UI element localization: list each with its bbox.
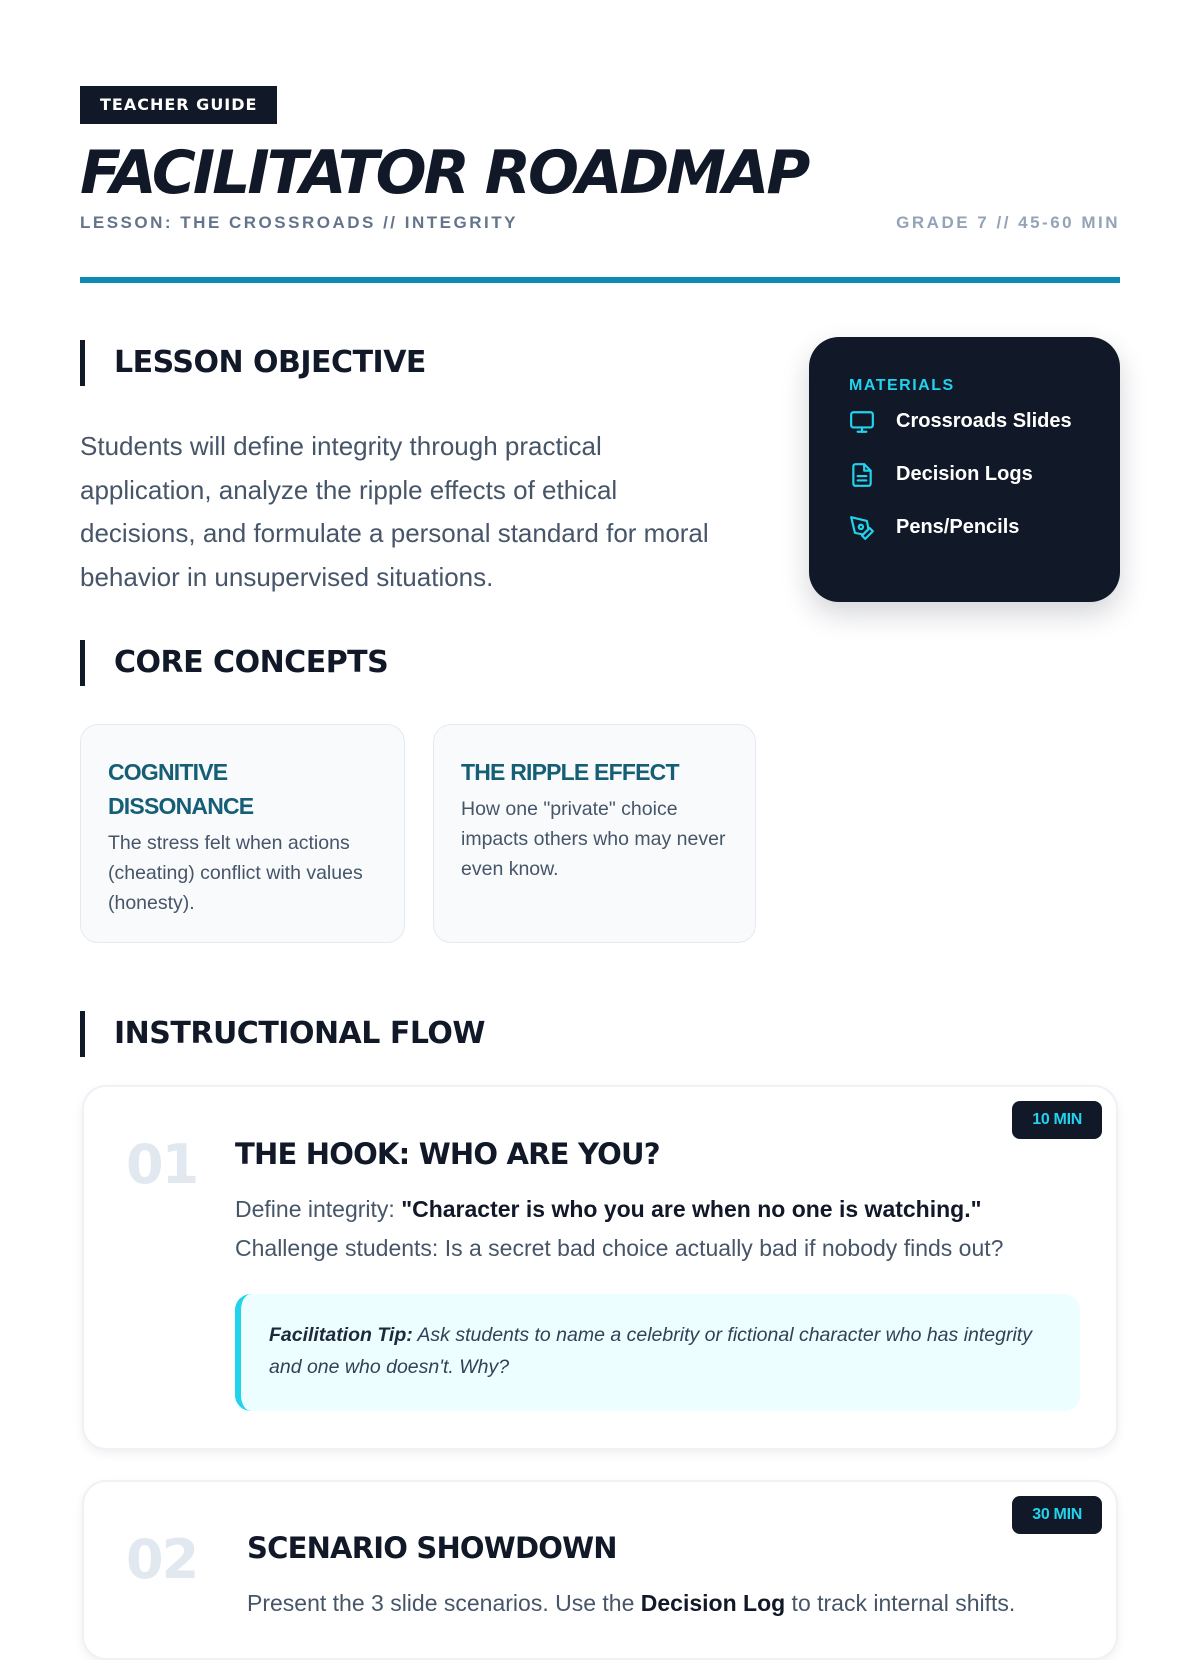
integrity-quote: "Character is who you are when no one is watching."	[401, 1196, 982, 1222]
step-challenge-text: Challenge students: Is a secret bad choice actually bad if nobody finds out?	[235, 1234, 1004, 1261]
teacher-guide-page	[80, 0, 1120, 1616]
header-divider	[80, 277, 1120, 283]
step-number: 02	[126, 1528, 198, 1591]
facilitation-tip	[235, 1294, 1080, 1411]
flow-step-card	[82, 1085, 1118, 1450]
materials-card	[809, 337, 1120, 602]
step-text-prefix: Define integrity:	[235, 1196, 402, 1222]
tip-text: Ask students to name a celebrity or fictional character who has integrity and one who doesn't. Why?	[269, 1324, 1032, 1378]
concept-body: How one "private" choice impacts others who may never even know.	[461, 798, 726, 880]
time-badge: 30 MIN	[1012, 1496, 1102, 1534]
monitor-icon	[849, 409, 875, 435]
materials-title: MATERIALS	[849, 377, 955, 394]
step-text-suffix: to track internal shifts.	[785, 1590, 1016, 1616]
material-label: Decision Logs	[896, 463, 1033, 485]
concept-title: THE RIPPLE EFFECT	[461, 759, 679, 785]
concept-body: The stress felt when actions (cheating) conflict with values (honesty).	[108, 832, 363, 914]
flow-step-card	[82, 1480, 1118, 1660]
instructional-flow-heading: INSTRUCTIONAL FLOW	[80, 1011, 485, 1057]
material-item	[849, 448, 1120, 501]
core-concepts-heading: CORE CONCEPTS	[80, 640, 388, 686]
step-title: SCENARIO SHOWDOWN	[247, 1531, 617, 1565]
step-description	[235, 1190, 1003, 1267]
step-text-prefix: Present the 3 slide scenarios. Use the	[247, 1590, 641, 1616]
step-title: THE HOOK: WHO ARE YOU?	[235, 1137, 660, 1171]
material-item	[849, 395, 1120, 448]
teacher-guide-badge: TEACHER GUIDE	[80, 86, 277, 124]
page-title: FACILITATOR ROADMAP	[80, 138, 808, 208]
decision-log-term: Decision Log	[640, 1590, 786, 1616]
time-badge: 10 MIN	[1012, 1101, 1102, 1139]
grade-duration: GRADE 7 // 45-60 MIN	[896, 213, 1120, 232]
lesson-objective-heading: LESSON OBJECTIVE	[80, 340, 426, 386]
step-description	[247, 1584, 1015, 1623]
concept-card-ripple-effect	[433, 724, 756, 943]
lesson-subtitle: LESSON: THE CROSSROADS // INTEGRITY	[80, 213, 518, 232]
material-label: Crossroads Slides	[896, 410, 1072, 432]
concept-card-cognitive-dissonance	[80, 724, 405, 943]
document-icon	[849, 462, 875, 488]
step-number: 01	[126, 1133, 198, 1196]
lesson-objective-text: Students will define integrity through practical application, analyze the ripple effects of ethical decisions, and formulate a personal standard for moral behavior in unsupervised situations.	[80, 431, 709, 592]
tip-label: Facilitation Tip:	[269, 1324, 413, 1346]
concept-title: COGNITIVE DISSONANCE	[108, 759, 254, 819]
material-label: Pens/Pencils	[896, 516, 1020, 538]
material-item	[849, 501, 1120, 554]
pen-icon	[849, 515, 875, 541]
